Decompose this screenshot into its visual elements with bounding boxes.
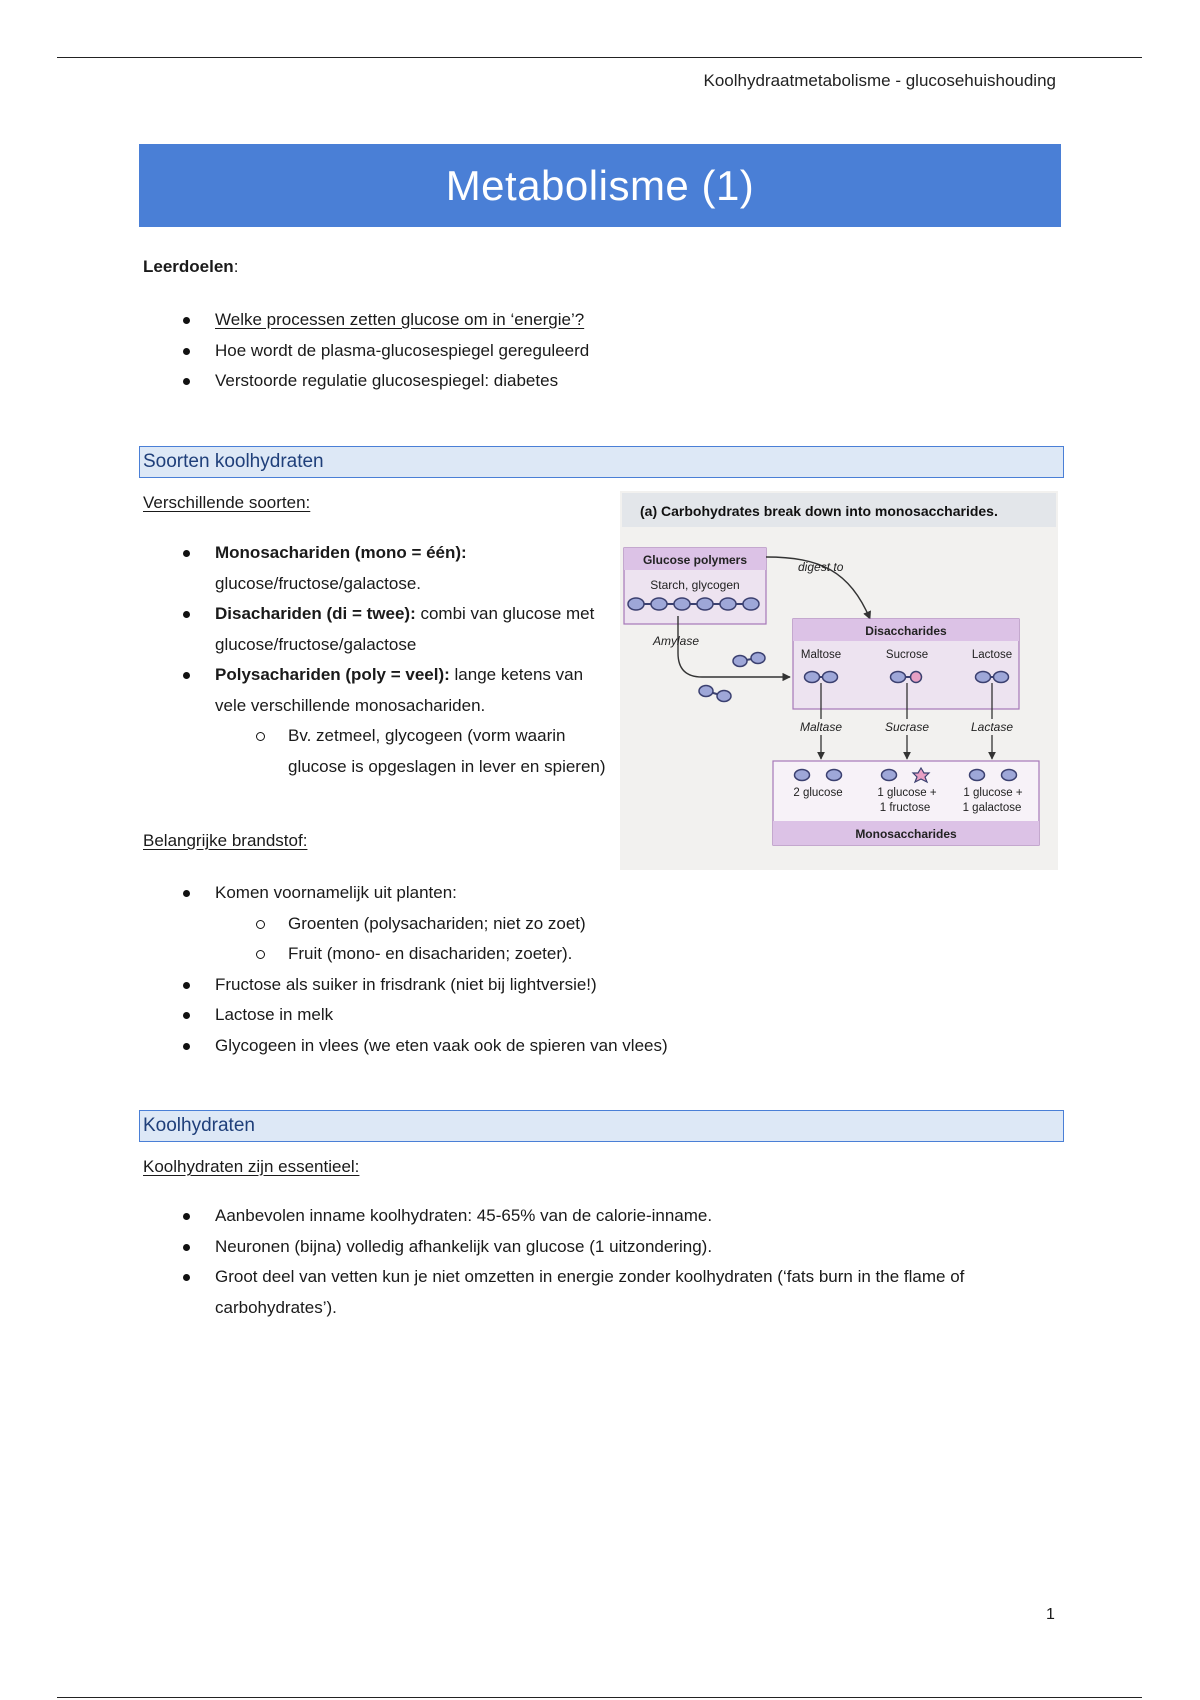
learning-goals-list: [143, 305, 843, 397]
list-item: [143, 599, 613, 660]
list-item: Fructose als suiker in frisdrank (niet bij lightversie!): [143, 970, 1043, 1001]
definition: glucose/fructose/galactose.: [215, 573, 422, 593]
section-heading-koolhydraten: Koolhydraten: [139, 1110, 1064, 1142]
product-maltose: 2 glucose: [793, 787, 843, 799]
lactose-label: Lactose: [971, 649, 1013, 661]
list-item: Glycogeen in vlees (we eten vaak ook de spieren van vlees): [143, 1031, 1043, 1062]
running-header: Koolhydraatmetabolisme - glucosehuishouding: [703, 71, 1056, 90]
subheading-brandstof: Belangrijke brandstof:: [143, 831, 308, 850]
section-heading-soorten: Soorten koolhydraten: [139, 446, 1064, 478]
top-rule: [57, 57, 1142, 58]
list-item: Hoe wordt de plasma-glucosespiegel gereguleerd: [143, 336, 843, 367]
product-sucrose-line1: 1 glucose +: [877, 787, 937, 799]
learning-goals-label: [143, 257, 238, 277]
list-item: Fruit (mono- en disachariden; zoeter).: [143, 939, 1043, 970]
figure-caption: (a) Carbohydrates break down into monosaccharides.: [640, 503, 998, 519]
list-item: Verstoorde regulatie glucosespiegel: diabetes: [143, 366, 843, 397]
term: Disachariden (di = twee):: [215, 604, 416, 623]
term: Monosachariden (mono = één):: [215, 543, 467, 562]
maltose-label: Maltose: [800, 649, 842, 661]
term: Polysachariden (poly = veel):: [215, 665, 450, 684]
page-number: 1: [1046, 1606, 1055, 1623]
product-lactose-line1: 1 glucose +: [963, 787, 1023, 799]
disaccharides-label: Disaccharides: [865, 624, 947, 638]
monosaccharides-label: Monosaccharides: [855, 827, 957, 841]
polymers-label: Glucose polymers: [642, 553, 748, 567]
product-lactose-line2: 1 galactose: [962, 802, 1022, 814]
subheading-essentieel: Koolhydraten zijn essentieel:: [143, 1157, 360, 1176]
list-item: Groot deel van vetten kun je niet omzetten in energie zonder koolhydraten (‘fats burn in the flame of carbohydrates’).: [143, 1262, 1073, 1323]
sucrase-label: Sucrase: [884, 720, 930, 734]
lactase-label: Lactase: [970, 720, 1014, 734]
digest-label: digest to: [798, 560, 844, 574]
polymers-sub: Starch, glycogen: [650, 578, 740, 592]
amylase-label: Amylase: [653, 634, 700, 648]
list-item: [143, 305, 843, 336]
sucrose-label: Sucrose: [885, 649, 929, 661]
carb-types-list: [143, 538, 613, 782]
definition: lange ketens van vele verschillende monosachariden.: [215, 665, 584, 715]
bottom-rule: [57, 1697, 1142, 1698]
subheading-soorten: Verschillende soorten:: [143, 493, 311, 512]
list-item: Aanbevolen inname koolhydraten: 45-65% van de calorie-inname.: [143, 1201, 1073, 1232]
definition: combi van glucose met glucose/fructose/galactose: [215, 604, 595, 654]
list-item: Neuronen (bijna) volledig afhankelijk van glucose (1 uitzondering).: [143, 1232, 1073, 1263]
essential-list: [143, 1201, 1073, 1323]
goal-text: Welke processen zetten glucose om in ‘energie’?: [215, 310, 585, 329]
list-item: Lactose in melk: [143, 1000, 1043, 1031]
list-item: Groenten (polysachariden; niet zo zoet): [143, 909, 1043, 940]
carbohydrate-diagram: [620, 491, 1058, 870]
learning-goals-colon: :: [233, 257, 239, 276]
page-title: Metabolisme (1): [139, 144, 1061, 227]
carbohydrate-diagram-svg: [620, 491, 1058, 870]
list-item: Komen voornamelijk uit planten:: [143, 878, 1043, 909]
fuel-list: [143, 878, 1043, 1061]
product-sucrose-line2: 1 fructose: [879, 802, 931, 814]
list-item: Bv. zetmeel, glycogeen (vorm waarin glucose is opgeslagen in lever en spieren): [143, 721, 613, 782]
learning-goals-label-text: Leerdoelen: [143, 257, 234, 276]
list-item: [143, 538, 613, 599]
list-item: [143, 660, 613, 721]
maltase-label: Maltase: [799, 720, 843, 734]
